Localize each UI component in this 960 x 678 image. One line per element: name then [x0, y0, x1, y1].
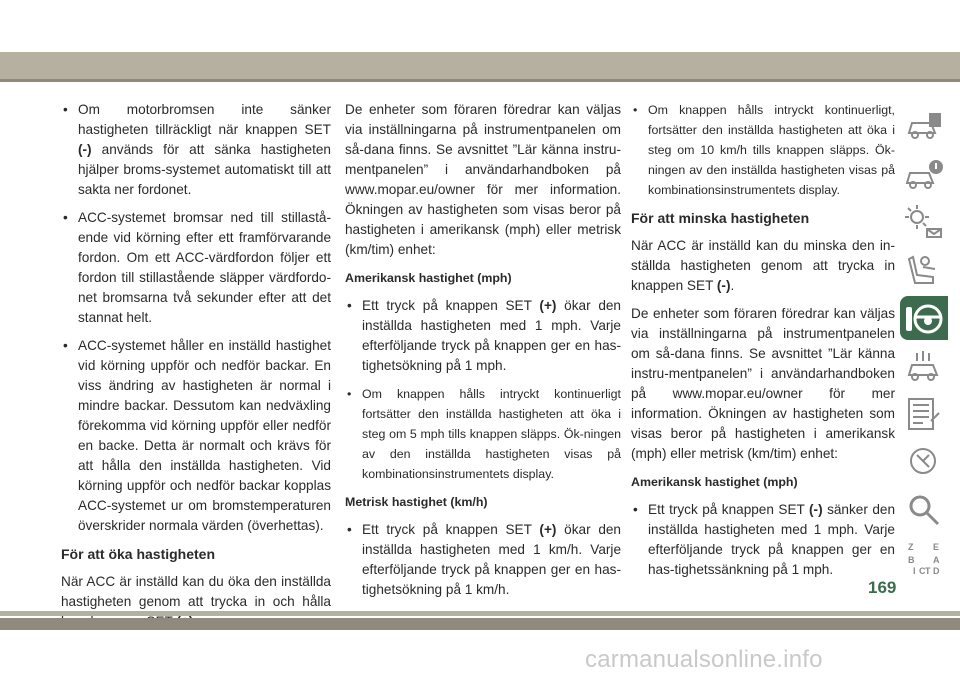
tab-wrench[interactable] — [900, 440, 948, 484]
tab-tools[interactable] — [900, 344, 948, 388]
list-item: • Om motorbromsen inte sänker hastigheten tillräckligt när knappen SET (-) används för att sänka hastigheten hjälper broms-systemet automatiskt till att sakta ner fordonet. — [61, 100, 331, 200]
section-heading: För att öka hastigheten — [61, 546, 216, 562]
column-1 — [61, 100, 331, 640]
magnifier-icon — [903, 491, 945, 529]
checklist-icon — [903, 395, 945, 433]
car-info-icon — [903, 107, 945, 145]
svg-text:T: T — [925, 566, 931, 576]
page-number: 169 — [868, 578, 897, 597]
svg-text:C: C — [919, 566, 926, 576]
list-item: • Ett tryck på knappen SET (+) ökar den inställda hastigheten med 1 mph. Varje efterföljande tryck på knappen ger en has-tighetsökning på 1 mph. — [345, 296, 621, 376]
tab-car-info[interactable] — [900, 104, 948, 148]
tab-search[interactable] — [900, 488, 948, 532]
paragraph: När ACC är inställd kan du öka den inställda hastigheten genom att trycka in och hålla — [61, 574, 331, 609]
wrench-icon — [903, 443, 945, 481]
section-heading: För att minska hastigheten — [631, 210, 810, 226]
tools-icon — [903, 347, 945, 385]
list-item: • Ett tryck på knappen SET (-) sänker den inställda hastigheten med 1 mph. Varje efterföljande tryck på knappen ger en has-tighetssänkning på 1 mph. — [631, 500, 895, 580]
tab-index[interactable] — [900, 536, 948, 580]
seat-icon — [903, 251, 945, 289]
tab-checklist[interactable] — [900, 392, 948, 436]
footer-band-dark — [0, 618, 960, 630]
header-band — [0, 52, 960, 79]
index-icon — [903, 539, 945, 577]
subheading: Amerikansk hastighet (mph) — [631, 475, 798, 489]
svg-text:I: I — [913, 566, 916, 576]
chapter-tabs — [898, 104, 950, 584]
car-warning-icon — [903, 155, 945, 193]
steering-wheel-icon — [903, 299, 945, 337]
lights-icon — [903, 203, 945, 241]
paragraph: De enheter som föraren föredrar kan väljas via inställningarna på instrumentpanelen om så-dana finns. Se avsnittet ”Lär känna instru-mentpanelen” i användarhandboken på www.mopar.eu/owner för mer information. Ökningen av hastigheten som visas beror på hastigheten i amerikansk (mph) eller metrisk (km/tim) enhet: — [631, 306, 895, 461]
list-item: • ACC-systemet håller en inställd hastighet vid körning uppför och nedför backar. En viss ändring av hastigheten är normal i mindre backar. Dessutom kan nedväxling förekomma vid körning uppför eller nedför en backe. Detta är normalt och krävs för att hålla den inställda hastigheten. Vid körning uppför och nedför backar kopplas ACC-systemet ur om bromstemperaturen överskrider normala värden (överhettas). — [61, 336, 331, 536]
tab-lights[interactable] — [900, 200, 948, 244]
footer-band — [0, 611, 960, 616]
paragraph: När ACC är inställd kan du minska den in-ställda hastigheten genom att trycka in knappen SET (-). — [631, 238, 895, 293]
list-item: • Ett tryck på knappen SET (+) ökar den inställda hastigheten med 1 km/h. Varje efterföljande tryck på knappen ger en has-tighetsökning på 1 km/h. — [345, 520, 621, 600]
svg-text:D: D — [933, 566, 940, 576]
watermark: carmanualsonline.info — [585, 646, 823, 673]
svg-text:A: A — [933, 555, 940, 565]
svg-text:Z: Z — [908, 542, 914, 552]
tab-seat[interactable] — [900, 248, 948, 292]
header-line — [0, 79, 960, 82]
column-2 — [345, 100, 621, 608]
column-3 — [631, 100, 895, 588]
svg-text:B: B — [908, 555, 915, 565]
subheading: Amerikansk hastighet (mph) — [345, 271, 512, 285]
tab-car-warning[interactable] — [900, 152, 948, 196]
subheading: Metrisk hastighet (km/h) — [345, 495, 488, 509]
tab-steering-wheel[interactable] — [900, 296, 948, 340]
svg-text:E: E — [933, 542, 940, 552]
list-item: • Om knappen hålls intryckt kontinuerligt, fortsätter den inställda hastigheten att öka i steg om 10 km/h tills knappen släpps. Ök-ningen av den inställda hastigheten visas på kombinationsinstrumentets display. — [631, 100, 895, 200]
list-item: • ACC-systemet bromsar ned till stillastå-ende vid körning efter ett framförvarande fordon. Om ett ACC-värdfordon följer ett fordon till stillastående släpper värdfordo-net bromsarna två sekunder efter att det stannat helt. — [61, 208, 331, 328]
paragraph: De enheter som föraren föredrar kan väljas via inställningarna på instrumentpanelen om så-dana finns. Se avsnittet ”Lär känna instru-mentpanelen” i användarhandboken på www.mopar.eu/owner för mer information. Ökningen av hastigheten som visas beror på hastigheten i amerikansk (mph) eller metrisk (km/tim) enhet: — [345, 102, 621, 257]
list-item: • Om knappen hålls intryckt kontinuerligt fortsätter den inställda hastigheten att öka i steg om 5 mph tills knappen släpps. Ök-ningen av den inställda hastigheten visas på kombinationsinstrumentets display. — [345, 384, 621, 484]
